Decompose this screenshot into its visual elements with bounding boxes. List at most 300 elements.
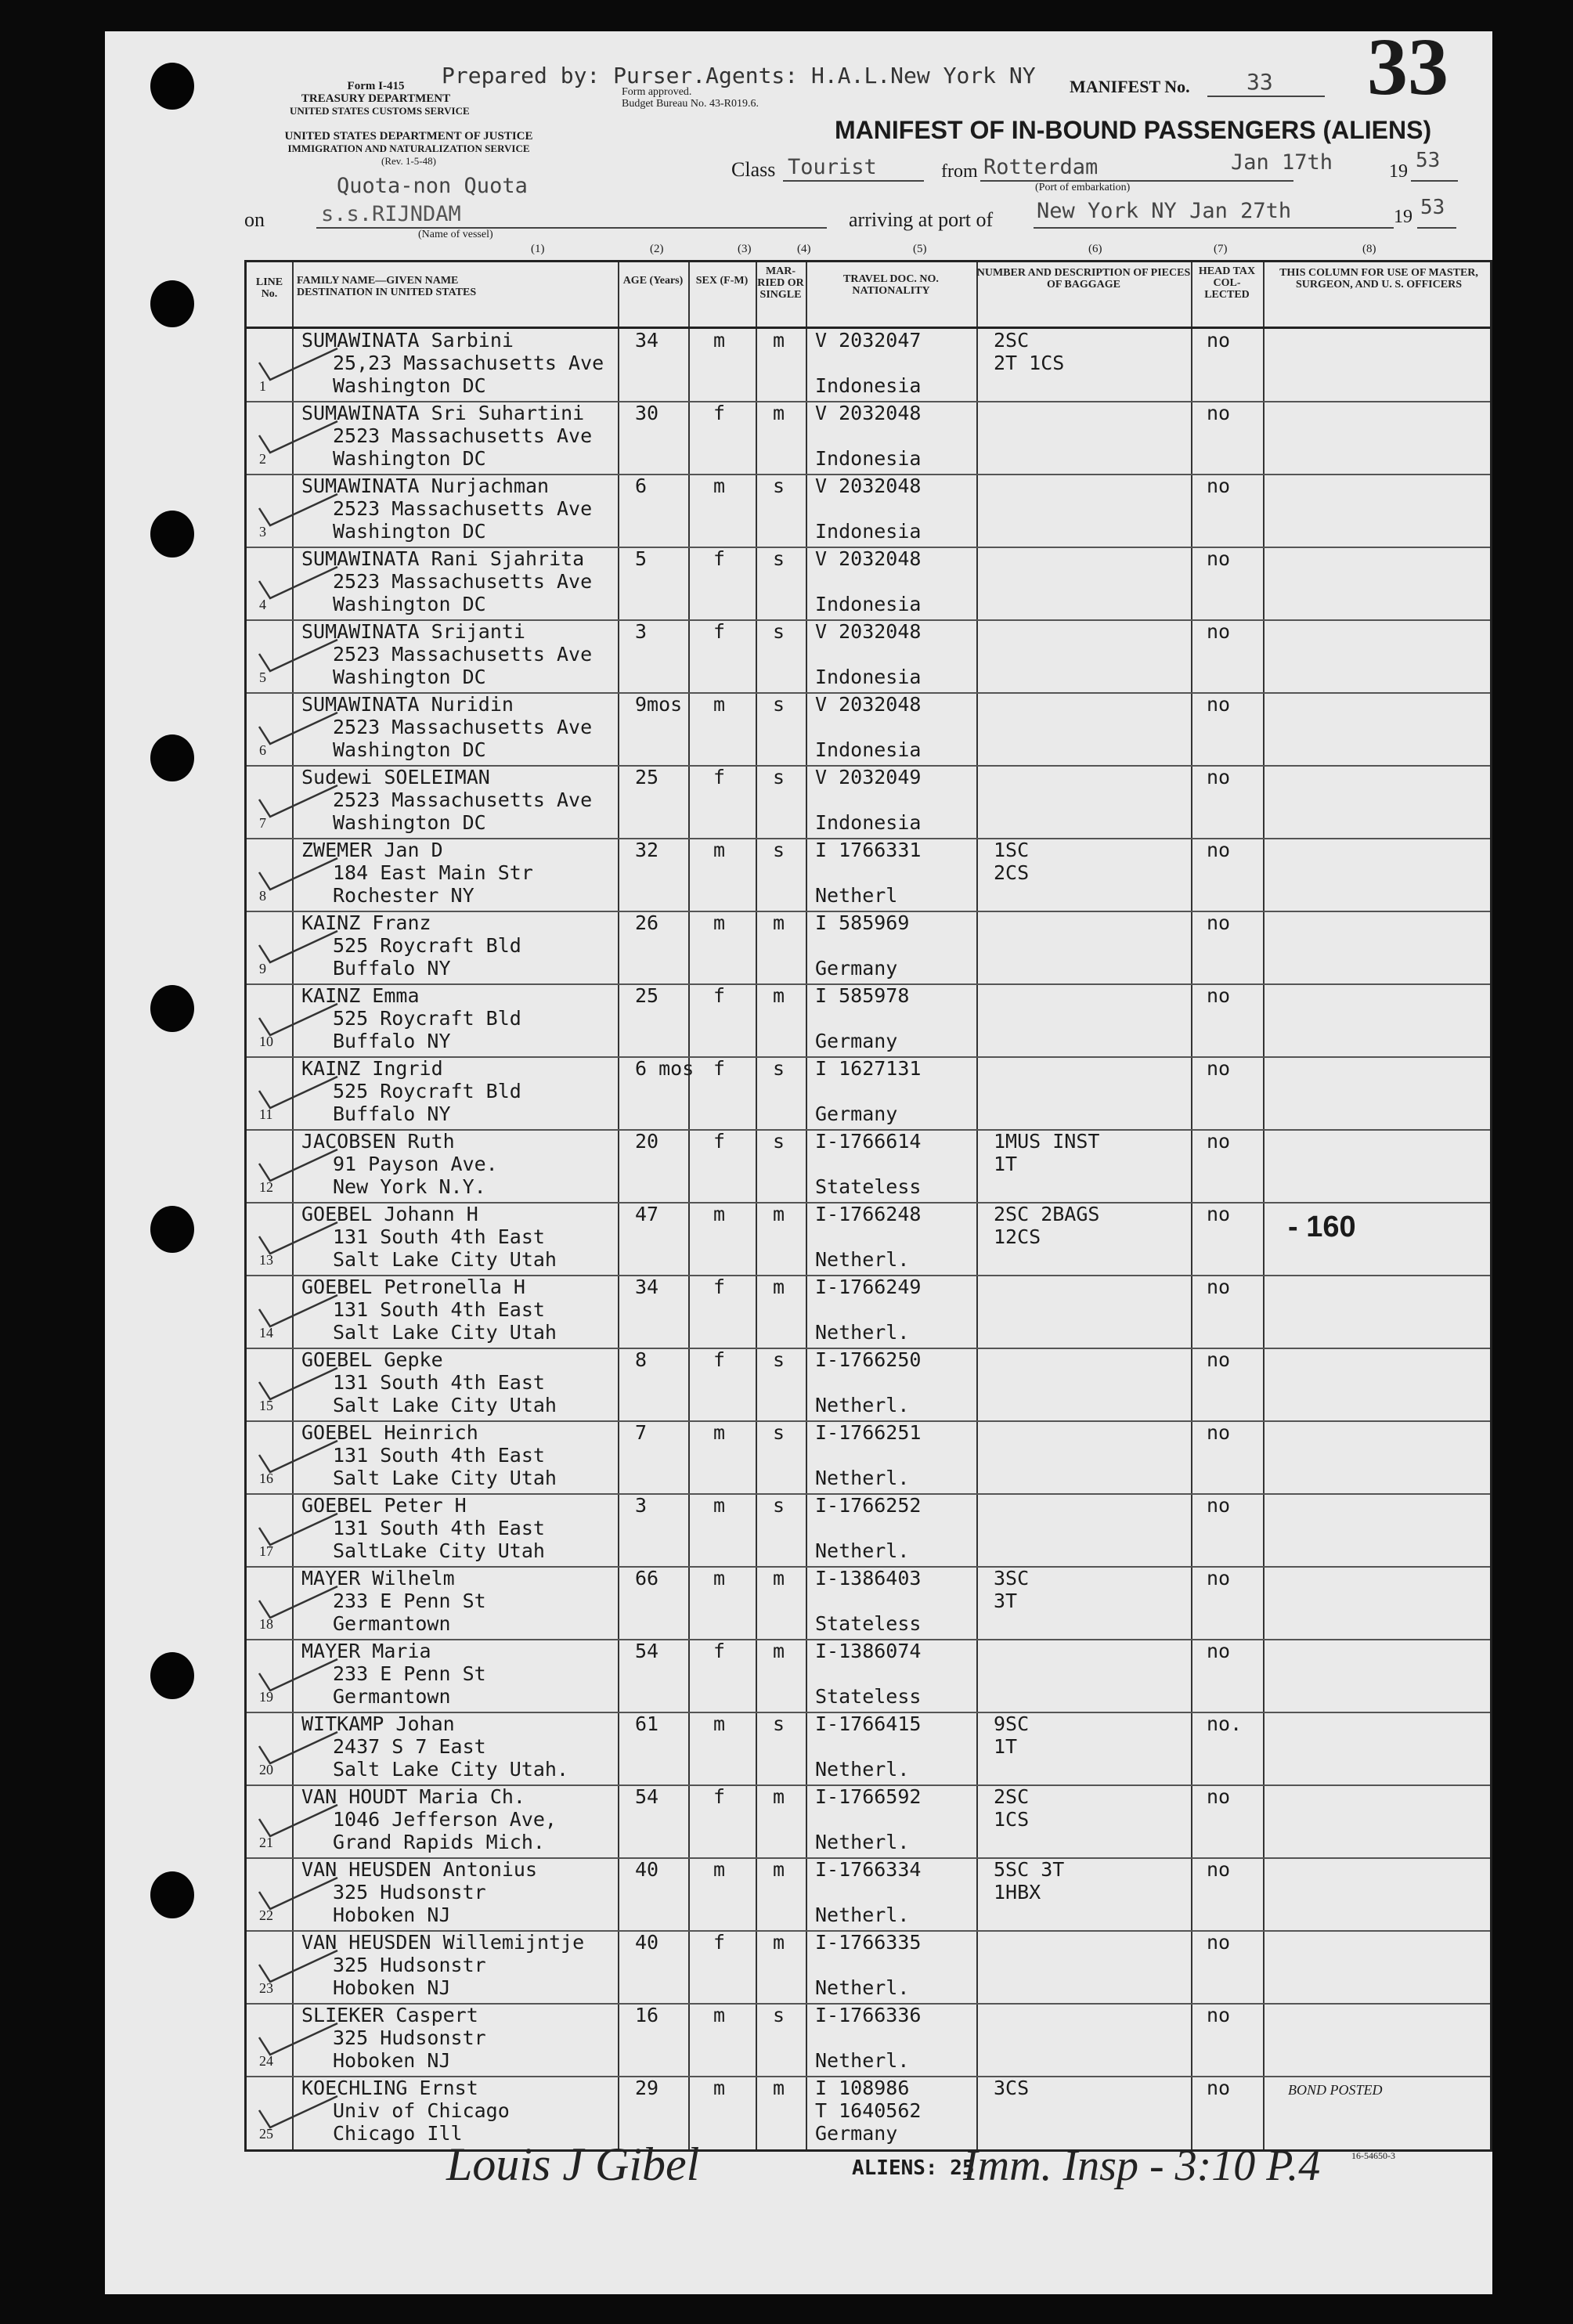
marital-status: s [773,547,785,570]
age: 5 [635,547,648,570]
marital-status: s [773,2004,785,2026]
header-headtax: HEAD TAX COL-LECTED [1198,265,1256,301]
nationality: Stateless [815,1175,922,1198]
address-line-1: 131 South 4th East [333,1517,545,1539]
passenger-name: WITKAMP Johan [301,1712,455,1735]
head-tax: no [1207,2077,1231,2099]
nationality: Netherl. [815,1904,910,1926]
marital-status: s [773,1421,785,1444]
line-number: 14 [259,1325,273,1341]
head-tax: no [1207,1203,1231,1225]
customs-service: UNITED STATES CUSTOMS SERVICE [290,105,470,117]
travel-doc: V 2032048 [815,620,922,643]
check-mark-icon [256,1510,342,1553]
check-mark-icon [256,2020,342,2062]
address-line-2: Germantown [333,1612,451,1635]
passenger-name: Sudewi SOELEIMAN [301,766,490,788]
address-line-2: Hoboken NJ [333,1976,451,1999]
passenger-name: SUMAWINATA Rani Sjahrita [301,547,585,570]
line-number: 23 [259,1980,273,1996]
nationality: Germany [815,957,898,980]
sex: m [713,2077,726,2099]
header-name: FAMILY NAME—GIVEN NAME DESTINATION IN UNITED STATES [297,275,477,298]
age: 34 [635,1276,659,1298]
justice-block [244,130,573,168]
travel-doc: V 2032048 [815,547,922,570]
check-mark-icon [256,2093,342,2135]
vessel-caption: (Name of vessel) [418,229,493,240]
line-number: 8 [259,888,266,904]
address-line-1: 233 E Penn St [333,1590,486,1612]
baggage-line-2: 2T 1CS [994,352,1065,374]
address-line-2: Washington DC [333,593,486,615]
address-line-2: Salt Lake City Utah [333,1467,557,1489]
address-line-1: 25,23 Massachusetts Ave [333,352,604,374]
address-line-2: Salt Lake City Utah. [333,1758,569,1781]
sex: m [713,911,726,934]
address-line-2: Salt Lake City Utah [333,1394,557,1416]
header-sex: SEX (F-M) [695,275,749,287]
address-line-1: 131 South 4th East [333,1298,545,1321]
age: 40 [635,1931,659,1954]
travel-doc: I-1766251 [815,1421,922,1444]
binder-hole [150,734,194,781]
passenger-name: ZWEMER Jan D [301,839,443,861]
officer-note: - 160 [1288,1211,1356,1243]
nationality: Netherl. [815,1321,910,1344]
passenger-name: KAINZ Ingrid [301,1057,443,1080]
marital-status: m [773,329,785,352]
travel-doc: I 108986 [815,2077,910,2099]
stamp-number: 33 [1367,22,1449,112]
manifest-page [105,22,1492,2294]
address-line-1: 131 South 4th East [333,1444,545,1467]
head-tax: no [1207,1421,1231,1444]
on-label: on [244,208,265,231]
marital-status: m [773,402,785,424]
nationality: Netherl. [815,1976,910,1999]
address-line-1: 2523 Massachusetts Ave [333,424,593,447]
year-suffix-2: 53 [1420,196,1445,219]
revision: (Rev. 1-5-48) [381,155,436,167]
officer-note: BOND POSTED [1288,2082,1383,2098]
passenger-name: GOEBEL Johann H [301,1203,478,1225]
form-approved: Form approved. [622,86,692,98]
passenger-name: SUMAWINATA Sri Suhartini [301,402,585,424]
marital-status: m [773,2077,785,2099]
head-tax: no [1207,2004,1231,2026]
travel-doc: I-1766614 [815,1130,922,1153]
check-mark-icon [256,637,342,679]
travel-doc: I-1766592 [815,1785,922,1808]
manifest-no-label: MANIFEST No. [1070,77,1190,96]
col-number: (3) [738,243,752,255]
line-number: 15 [259,1398,273,1413]
marital-status: s [773,766,785,788]
sex: f [713,1348,726,1371]
header-married: MAR-RIED OR SINGLE [757,265,804,301]
marital-status: m [773,1567,785,1590]
address-line-1: Univ of Chicago [333,2099,510,2122]
age: 54 [635,1785,659,1808]
age: 6 [635,475,648,497]
sex: f [713,984,726,1007]
check-mark-icon [256,1729,342,1771]
age: 8 [635,1348,648,1371]
address-line-2: New York N.Y. [333,1175,486,1198]
address-line-2: Buffalo NY [333,957,451,980]
travel-doc: I-1766334 [815,1858,922,1881]
justice-dept: UNITED STATES DEPARTMENT OF JUSTICE [284,130,533,143]
line-number: 25 [259,2126,273,2142]
address-line-1: 325 Hudsonstr [333,1954,486,1976]
nationality: Indonesia [815,811,922,834]
address-line-1: 184 East Main Str [333,861,533,884]
travel-doc: I-1386074 [815,1640,922,1662]
nationality: Netherl. [815,1394,910,1416]
check-mark-icon [256,1947,342,1990]
nationality: Germany [815,1030,898,1052]
passenger-name: MAYER Maria [301,1640,431,1662]
check-mark-icon [256,1146,342,1189]
nationality: Netherl. [815,1539,910,1562]
travel-doc: I 1627131 [815,1057,922,1080]
form-number: Form I-415 [347,80,405,92]
address-line-1: 131 South 4th East [333,1225,545,1248]
address-line-2: Washington DC [333,666,486,688]
travel-doc: I-1766248 [815,1203,922,1225]
check-mark-icon [256,1074,342,1116]
check-mark-icon [256,1438,342,1480]
check-mark-icon [256,418,342,460]
address-line-2: Washington DC [333,738,486,761]
baggage-line-2: 1CS [994,1808,1030,1831]
sex: m [713,1712,726,1735]
baggage-line-1: 2SC 2BAGS [994,1203,1100,1225]
sex: m [713,839,726,861]
passenger-name: GOEBEL Gepke [301,1348,443,1371]
binder-hole [150,1206,194,1253]
passenger-name: VAN HEUSDEN Antonius [301,1858,538,1881]
travel-doc: I-1766336 [815,2004,922,2026]
line-number: 18 [259,1616,273,1632]
sex: f [713,1130,726,1153]
baggage-line-2: 1HBX [994,1881,1041,1904]
marital-status: m [773,984,785,1007]
passenger-name: SLIEKER Caspert [301,2004,478,2026]
passenger-name: VAN HEUSDEN Willemijntje [301,1931,585,1954]
sex: f [713,1640,726,1662]
marital-status: s [773,620,785,643]
age: 9mos [635,693,683,716]
travel-doc: V 2032048 [815,475,922,497]
from-label: from [941,161,978,182]
check-mark-icon [256,709,342,752]
sex: m [713,1421,726,1444]
head-tax: no [1207,1276,1231,1298]
nationality: Netherl. [815,1467,910,1489]
age: 40 [635,1858,659,1881]
marital-status: m [773,1858,785,1881]
head-tax: no [1207,1057,1231,1080]
address-line-1: 325 Hudsonstr [333,2026,486,2049]
baggage-line-1: 2SC [994,1785,1030,1808]
baggage-line-1: 3CS [994,2077,1030,2099]
treasury-dept: TREASURY DEPARTMENT [301,92,451,105]
baggage-line-1: 9SC [994,1712,1030,1735]
head-tax: no [1207,911,1231,934]
sex: m [713,1567,726,1590]
head-tax: no [1207,839,1231,861]
age: 6 mos [635,1057,695,1080]
travel-doc: V 2032048 [815,693,922,716]
marital-status: s [773,475,785,497]
marital-status: m [773,911,785,934]
baggage-line-2: 12CS [994,1225,1041,1248]
travel-doc-2: T 1640562 [815,2099,922,2122]
address-line-2: Washington DC [333,447,486,470]
head-tax: no [1207,1567,1231,1590]
age: 66 [635,1567,659,1590]
sex: f [713,1057,726,1080]
embark-caption: (Port of embarkation) [1035,182,1131,193]
address-line-1: 2523 Massachusetts Ave [333,788,593,811]
travel-doc: I-1766252 [815,1494,922,1517]
quota: Quota-non Quota [337,174,528,198]
year-suffix: 53 [1416,149,1441,172]
head-tax: no [1207,1130,1231,1153]
baggage-line-1: 1MUS INST [994,1130,1100,1153]
age: 61 [635,1712,659,1735]
baggage-line-1: 5SC 3T [994,1858,1065,1881]
nationality: Netherl. [815,1758,910,1781]
travel-doc: I 1766331 [815,839,922,861]
nationality: Germany [815,1102,898,1125]
head-tax: no [1207,1494,1231,1517]
binder-hole [150,1652,194,1699]
address-line-1: 2523 Massachusetts Ave [333,497,593,520]
sex: f [713,766,726,788]
inspector-note: Imm. Insp - 3:10 P.4 [963,2142,1321,2190]
manifest-title: MANIFEST OF IN-BOUND PASSENGERS (ALIENS) [835,116,1432,144]
sex: f [713,1931,726,1954]
passenger-name: MAYER Wilhelm [301,1567,455,1590]
aliens-count: ALIENS: 25 [852,2156,975,2180]
passenger-name: SUMAWINATA Nuridin [301,693,514,716]
class-value: Tourist [788,155,877,179]
class-label: Class [731,158,776,181]
year-prefix: 19 [1389,161,1408,182]
age: 29 [635,2077,659,2099]
check-mark-icon [256,1875,342,1917]
binder-hole [150,511,194,558]
from-value: Rotterdam [983,155,1099,179]
passenger-name: GOEBEL Heinrich [301,1421,478,1444]
baggage-line-1: 1SC [994,839,1030,861]
year-prefix-2: 19 [1394,207,1412,227]
baggage-line-2: 1T [994,1153,1018,1175]
nationality: Netherl. [815,1248,910,1271]
col-number: (6) [1088,243,1102,255]
address-line-2: Germantown [333,1685,451,1708]
address-line-2: Salt Lake City Utah [333,1248,557,1271]
line-number: 12 [259,1179,273,1195]
address-line-2: Buffalo NY [333,1102,451,1125]
binder-hole [150,63,194,110]
nationality: Indonesia [815,593,922,615]
sex: f [713,402,726,424]
sex: f [713,547,726,570]
col-number: (2) [650,243,664,255]
line-number: 21 [259,1835,273,1850]
nationality: Indonesia [815,520,922,543]
baggage-line-1: 3SC [994,1567,1030,1590]
nationality: Netherl. [815,1831,910,1853]
marital-status: s [773,1057,785,1080]
nationality: Netherl [815,884,898,907]
sex: m [713,2004,726,2026]
line-number: 7 [259,815,266,831]
check-mark-icon [256,928,342,970]
address-line-1: 2523 Massachusetts Ave [333,643,593,666]
sex: m [713,475,726,497]
address-line-2: Washington DC [333,520,486,543]
travel-doc: I-1766335 [815,1931,922,1954]
passenger-name: SUMAWINATA Sarbini [301,329,514,352]
sex: m [713,1494,726,1517]
nationality: Germany [815,2122,898,2145]
col-number: (8) [1362,243,1376,255]
address-line-1: 525 Roycraft Bld [333,1007,521,1030]
address-line-2: SaltLake City Utah [333,1539,545,1562]
passenger-name: VAN HOUDT Maria Ch. [301,1785,525,1808]
head-tax: no [1207,1785,1231,1808]
line-number: 16 [259,1471,273,1486]
nationality: Netherl. [815,2049,910,2072]
binder-hole [150,1871,194,1918]
line-number: 4 [259,597,266,612]
age: 20 [635,1130,659,1153]
header-officers: THIS COLUMN FOR USE OF MASTER, SURGEON, AND U. S. OFFICERS [1279,267,1478,290]
header-baggage: NUMBER AND DESCRIPTION OF PIECES OF BAGGAGE [976,267,1191,290]
line-number: 24 [259,2053,273,2069]
address-line-1: 525 Roycraft Bld [333,934,521,957]
sex: m [713,329,726,352]
address-line-2: Washington DC [333,811,486,834]
head-tax: no [1207,475,1231,497]
marital-status: s [773,1494,785,1517]
age: 32 [635,839,659,861]
col-number: (7) [1214,243,1228,255]
marital-status: s [773,693,785,716]
budget-bureau: Budget Bureau No. 43-R019.6. [622,98,759,110]
prepared-by: Prepared by: Purser.Agents: H.A.L.New York NY [442,63,1036,88]
check-mark-icon [256,1656,342,1698]
header-age: AGE (Years) [622,275,684,287]
check-mark-icon [256,1365,342,1407]
line-number: 1 [259,378,266,394]
col-number: (4) [797,243,811,255]
check-mark-icon [256,491,342,533]
sex: f [713,1276,726,1298]
address-line-1: 325 Hudsonstr [333,1881,486,1904]
sex: m [713,1203,726,1225]
marital-status: m [773,1276,785,1298]
address-line-1: 131 South 4th East [333,1371,545,1394]
address-line-1: 2523 Massachusetts Ave [333,570,593,593]
head-tax: no [1207,1931,1231,1954]
line-number: 13 [259,1252,273,1268]
date-sail: Jan 17th [1231,150,1333,175]
nationality: Indonesia [815,447,922,470]
print-code: 16-54650-3 [1351,2150,1395,2161]
nationality: Indonesia [815,738,922,761]
approval-block [622,86,759,110]
address-line-1: 2523 Massachusetts Ave [333,716,593,738]
marital-status: s [773,839,785,861]
sex: m [713,693,726,716]
marital-status: m [773,1640,785,1662]
travel-doc: I 585969 [815,911,910,934]
check-mark-icon [256,1219,342,1261]
age: 3 [635,620,648,643]
head-tax: no [1207,984,1231,1007]
address-line-1: 1046 Jefferson Ave, [333,1808,557,1831]
head-tax: no [1207,329,1231,352]
header-travel: TRAVEL DOC. NO. NATIONALITY [843,273,939,297]
nationality: Stateless [815,1685,922,1708]
arrival-port: New York NY Jan 27th [1037,199,1292,223]
check-mark-icon [256,1802,342,1844]
age: 25 [635,984,659,1007]
baggage-line-2: 2CS [994,861,1030,884]
address-line-2: Chicago Ill [333,2122,463,2145]
marital-status: s [773,1712,785,1735]
age: 16 [635,2004,659,2026]
form-block [290,80,470,117]
marital-status: s [773,1130,785,1153]
nationality: Indonesia [815,666,922,688]
nationality: Indonesia [815,374,922,397]
address-line-2: Rochester NY [333,884,474,907]
line-number: 9 [259,961,266,976]
header-line: LINE No. [255,276,283,300]
age: 25 [635,766,659,788]
binder-hole [150,985,194,1032]
line-number: 17 [259,1543,273,1559]
col-number: (5) [913,243,927,255]
marital-status: s [773,1348,785,1371]
line-number: 10 [259,1034,273,1049]
marital-status: m [773,1203,785,1225]
ins-service: IMMIGRATION AND NATURALIZATION SERVICE [287,143,530,154]
address-line-1: 2437 S 7 East [333,1735,486,1758]
marital-status: m [773,1931,785,1954]
age: 26 [635,911,659,934]
head-tax: no [1207,1858,1231,1881]
line-number: 20 [259,1762,273,1777]
baggage-line-2: 3T [994,1590,1018,1612]
line-number: 11 [259,1106,273,1122]
address-line-2: Salt Lake City Utah [333,1321,557,1344]
head-tax: no [1207,402,1231,424]
travel-doc: I-1766250 [815,1348,922,1371]
head-tax: no. [1207,1712,1243,1735]
passenger-name: GOEBEL Petronella H [301,1276,525,1298]
head-tax: no [1207,547,1231,570]
baggage-line-1: 2SC [994,329,1030,352]
head-tax: no [1207,693,1231,716]
